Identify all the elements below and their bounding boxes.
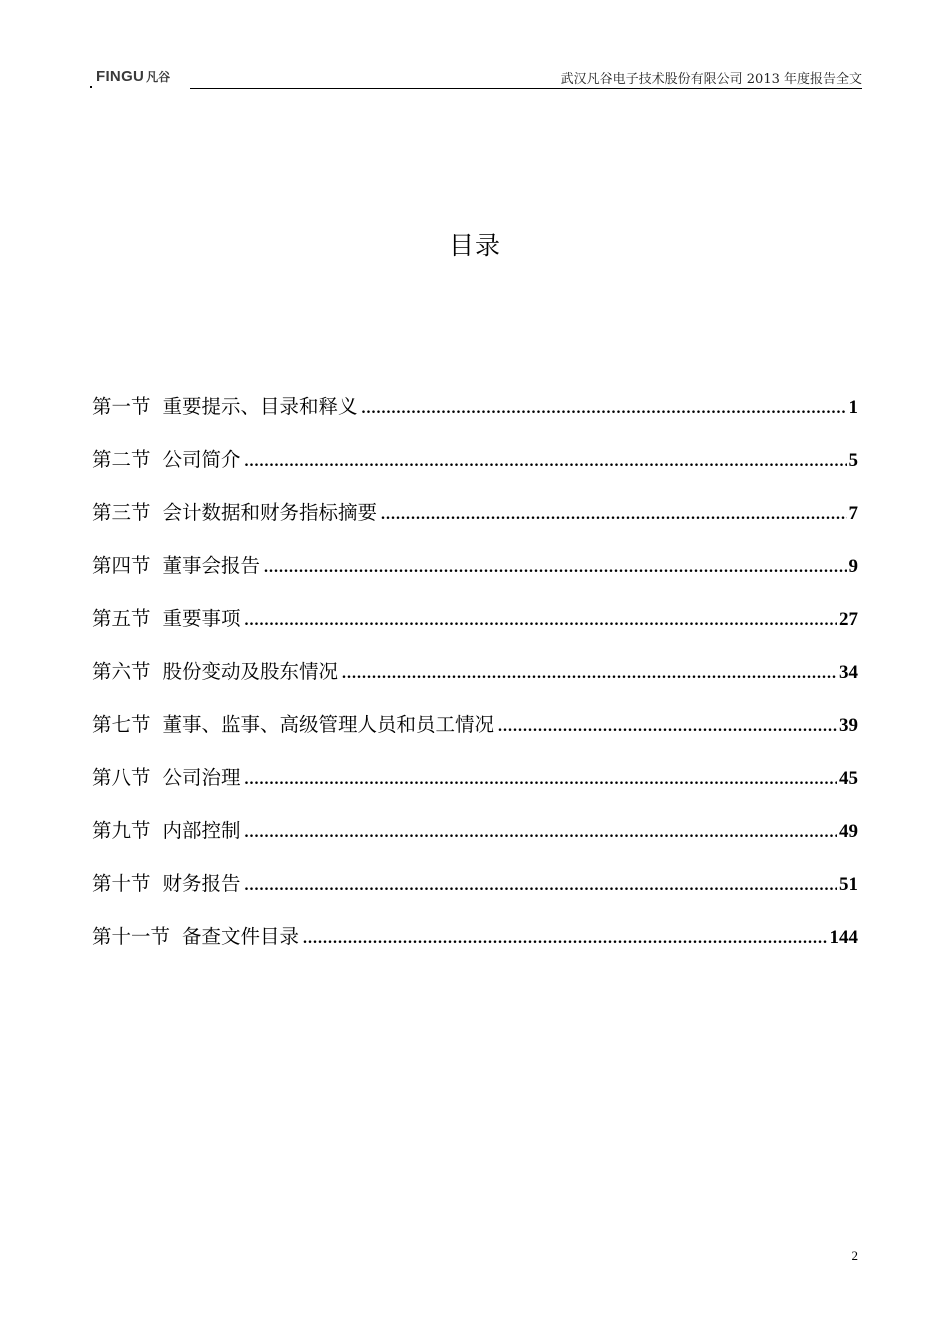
toc-section-number: 第四节 bbox=[92, 554, 151, 577]
toc-page-number: 49 bbox=[839, 821, 858, 842]
toc-entry-2[interactable] bbox=[92, 444, 858, 497]
header-rule bbox=[190, 88, 862, 89]
toc-page-number: 5 bbox=[848, 450, 858, 471]
toc-section-number: 第五节 bbox=[92, 607, 151, 630]
toc-section-number: 第十一节 bbox=[92, 925, 171, 948]
document-title: 武汉凡谷电子技术股份有限公司 2013 年度报告全文 bbox=[560, 72, 862, 87]
page-title: 目录 bbox=[448, 231, 501, 260]
toc-section-number: 第二节 bbox=[92, 448, 151, 471]
toc-dot-leader bbox=[264, 559, 846, 577]
toc-dot-leader bbox=[303, 930, 827, 948]
toc-section-label: 内部控制 bbox=[162, 819, 241, 842]
toc-section-number: 第十节 bbox=[92, 872, 151, 895]
toc-entry-7[interactable] bbox=[92, 709, 858, 762]
toc-entry-9[interactable] bbox=[92, 815, 858, 868]
logo-latin-text: FINGU bbox=[96, 68, 145, 85]
toc-section-number: 第六节 bbox=[92, 660, 151, 683]
header-dot bbox=[90, 86, 92, 88]
toc-section-number: 第一节 bbox=[92, 395, 151, 418]
toc-dot-leader bbox=[342, 665, 837, 683]
toc-page-number: 34 bbox=[839, 662, 858, 683]
toc-dot-leader bbox=[245, 612, 837, 630]
toc-section-label: 重要事项 bbox=[162, 607, 241, 630]
toc-dot-leader bbox=[245, 824, 837, 842]
toc-section-number: 第八节 bbox=[92, 766, 151, 789]
toc-section-number: 第九节 bbox=[92, 819, 151, 842]
toc-entry-8[interactable] bbox=[92, 762, 858, 815]
toc-page-number: 45 bbox=[839, 768, 858, 789]
toc-page-number: 144 bbox=[829, 927, 858, 948]
footer-page-number: 2 bbox=[851, 1248, 858, 1263]
toc-page-number: 1 bbox=[848, 397, 858, 418]
toc-section-label: 股份变动及股东情况 bbox=[162, 660, 339, 683]
toc-dot-leader bbox=[498, 718, 837, 736]
toc-dot-leader bbox=[245, 877, 837, 895]
toc-section-label: 公司治理 bbox=[162, 766, 241, 789]
toc-dot-leader bbox=[362, 400, 847, 418]
toc-dot-leader bbox=[245, 771, 837, 789]
toc-dot-leader bbox=[245, 453, 847, 471]
toc-entry-4[interactable] bbox=[92, 550, 858, 603]
toc-section-number: 第七节 bbox=[92, 713, 151, 736]
toc-page-number: 9 bbox=[848, 556, 858, 577]
toc-section-label: 财务报告 bbox=[162, 872, 241, 895]
toc-page-number: 7 bbox=[848, 503, 858, 524]
toc-section-number: 第三节 bbox=[92, 501, 151, 524]
toc-page-number: 27 bbox=[839, 609, 858, 630]
toc-page-number: 39 bbox=[839, 715, 858, 736]
toc-entry-3[interactable] bbox=[92, 497, 858, 550]
page-header bbox=[90, 64, 862, 92]
toc-dot-leader bbox=[381, 506, 846, 524]
toc-section-label: 董事、监事、高级管理人员和员工情况 bbox=[162, 713, 495, 736]
company-logo bbox=[96, 68, 170, 85]
toc-section-label: 重要提示、目录和释义 bbox=[162, 395, 358, 418]
toc-section-label: 董事会报告 bbox=[162, 554, 261, 577]
toc-entry-10[interactable] bbox=[92, 868, 858, 921]
toc-entry-1[interactable] bbox=[92, 391, 858, 444]
toc-entry-11[interactable] bbox=[92, 921, 858, 974]
toc-entry-6[interactable] bbox=[92, 656, 858, 709]
toc-section-label: 备查文件目录 bbox=[182, 925, 300, 948]
table-of-contents bbox=[92, 391, 858, 974]
toc-section-label: 会计数据和财务指标摘要 bbox=[162, 501, 378, 524]
toc-section-label: 公司简介 bbox=[162, 448, 241, 471]
logo-cjk-text: 凡谷 bbox=[146, 70, 171, 84]
toc-entry-5[interactable] bbox=[92, 603, 858, 656]
toc-page-number: 51 bbox=[839, 874, 858, 895]
